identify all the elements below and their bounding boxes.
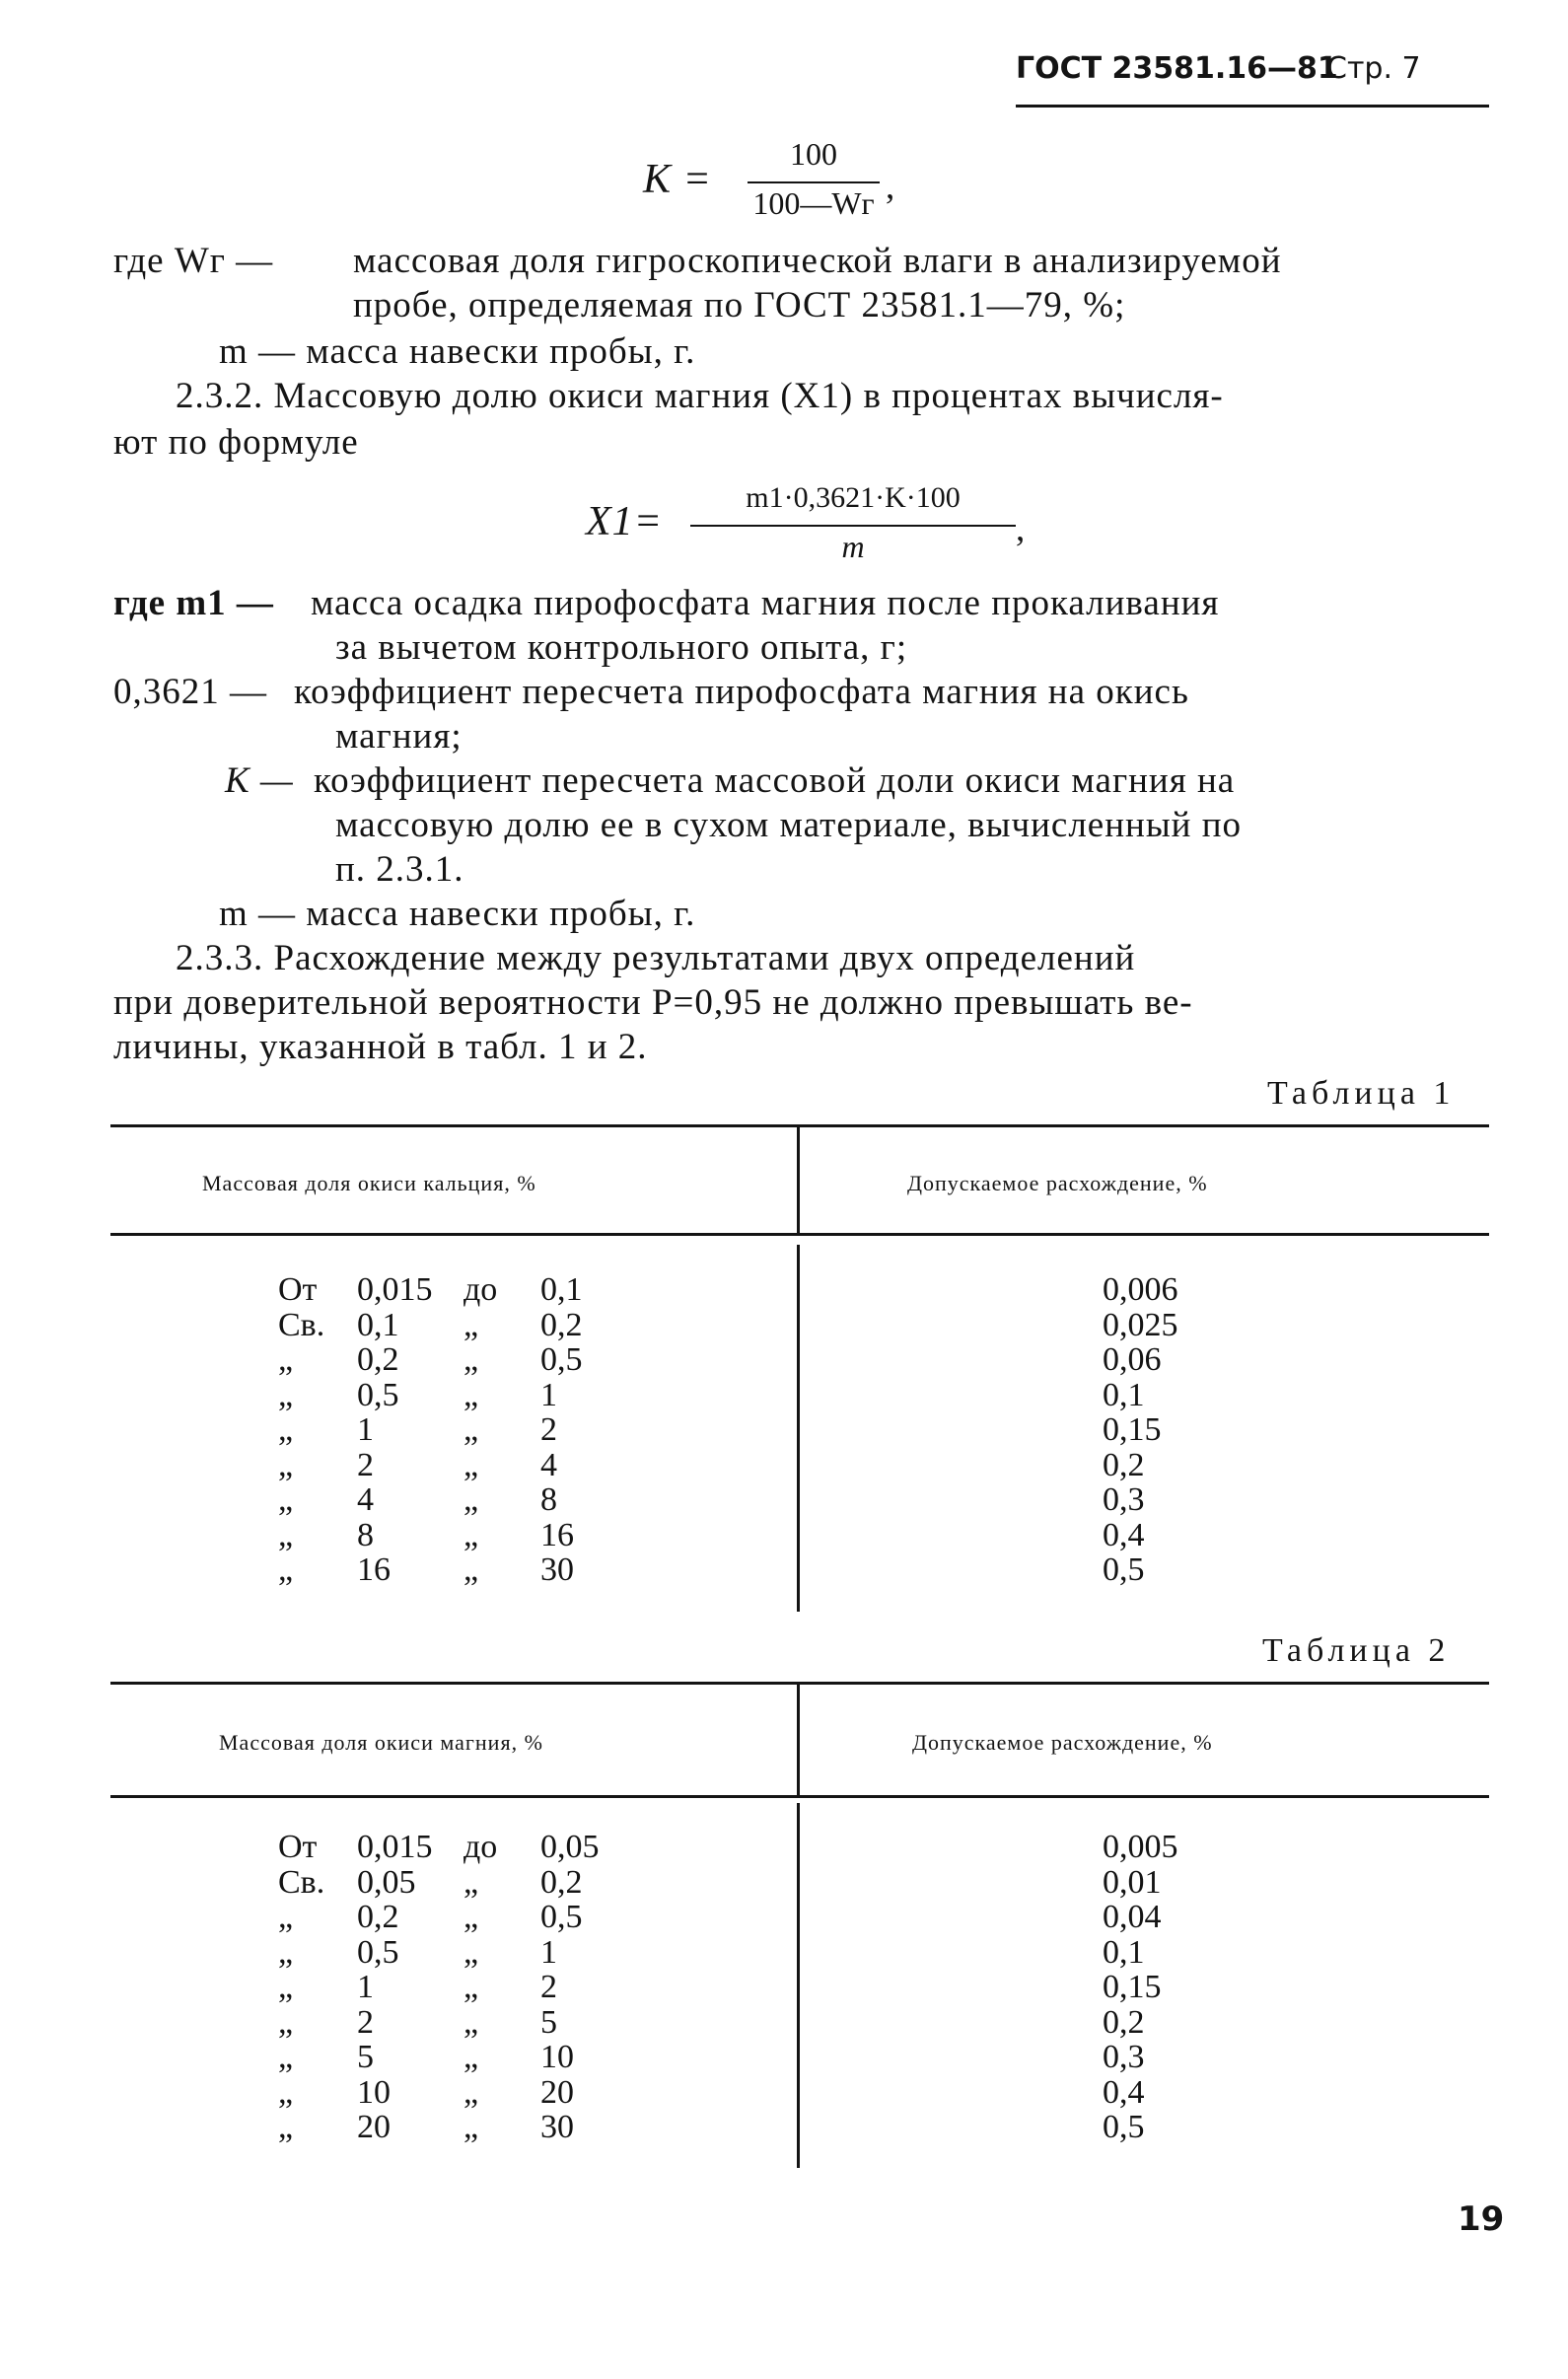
cell-diff: 0,04	[1103, 1899, 1162, 1935]
cell-to: 10	[540, 2039, 574, 2075]
cell-from: 0,5	[357, 1376, 399, 1413]
def-m1-line1: масса осадка пирофосфата магния после прокаливания	[311, 583, 1220, 623]
cell-to: 0,05	[540, 1829, 600, 1865]
cell-diff: 0,4	[1103, 2073, 1145, 2111]
cell-to: 2	[540, 1411, 557, 1448]
cell-sep: „	[463, 1306, 479, 1343]
cell-from: 2	[357, 1446, 374, 1483]
cell-diff: 0,01	[1103, 1863, 1162, 1901]
para-232-line2: ют по формуле	[113, 422, 359, 463]
def-k-line2: массовую долю ее в сухом материале, вычисленный по	[335, 805, 1243, 845]
def-w-line2: пробе, определяемая по ГОСТ 23581.1—79, %;	[353, 285, 1126, 325]
cell-sep: „	[463, 1481, 479, 1518]
cell-sep: „	[463, 1516, 479, 1553]
cell-prefix: Св.	[278, 1306, 325, 1343]
cell-diff: 0,5	[1103, 1551, 1145, 1588]
cell-from: 0,015	[357, 1271, 433, 1308]
cell-to: 0,2	[540, 1306, 583, 1343]
cell-to: 8	[540, 1481, 557, 1518]
cell-sep: „	[463, 1446, 479, 1483]
cell-sep: „	[463, 1899, 479, 1935]
cell-sep: „	[463, 1933, 479, 1971]
cell-prefix: „	[278, 1933, 294, 1971]
cell-prefix: „	[278, 2003, 294, 2041]
formula-x-bar	[690, 525, 1016, 527]
def-m-2: m — масса навески пробы, г.	[219, 894, 696, 934]
para-233-line2: при доверительной вероятности P=0,95 не должно превышать ве-	[113, 982, 1193, 1023]
cell-from: 0,1	[357, 1306, 399, 1343]
table2-col2-header: Допускаемое расхождение, %	[912, 1730, 1213, 1755]
table1-caption: Таблица 1	[1267, 1075, 1456, 1112]
cell-diff: 0,06	[1103, 1341, 1162, 1378]
formula-k-bar	[748, 181, 880, 183]
cell-from: 0,05	[357, 1863, 416, 1901]
cell-diff: 0,2	[1103, 1446, 1145, 1483]
cell-to: 16	[540, 1516, 574, 1553]
table2-header-rule	[110, 1795, 1489, 1798]
formula-k-lhs: K =	[643, 157, 712, 202]
def-m1-symbol: где m1 —	[113, 583, 274, 623]
def-w-symbol: где Wг —	[113, 241, 274, 281]
cell-to: 4	[540, 1446, 557, 1483]
table2-body-divider	[797, 1803, 800, 2168]
formula-x-lhs: X1=	[586, 499, 663, 544]
gost-number: ГОСТ 23581.16—81	[1016, 51, 1338, 86]
cell-sep: „	[463, 2109, 479, 2145]
def-w-line1: массовая доля гигроскопической влаги в анализируемой	[353, 241, 1282, 281]
cell-diff: 0,3	[1103, 1481, 1145, 1518]
formula-x-numerator: m1·0,3621·K·100	[746, 481, 961, 514]
cell-from: 20	[357, 2109, 391, 2145]
def-c-line1: коэффициент пересчета пирофосфата магния на окись	[294, 672, 1189, 712]
cell-to: 30	[540, 1551, 574, 1588]
cell-diff: 0,5	[1103, 2109, 1145, 2145]
cell-sep: „	[463, 1969, 479, 2005]
page-number: 19	[1458, 2199, 1505, 2239]
cell-diff: 0,15	[1103, 1969, 1162, 2005]
cell-sep: „	[463, 1551, 479, 1588]
cell-sep: до	[463, 1271, 498, 1308]
table2-header-divider	[797, 1685, 800, 1795]
cell-sep: до	[463, 1829, 498, 1865]
cell-from: 0,2	[357, 1341, 399, 1378]
cell-from: 1	[357, 1411, 374, 1448]
def-k-line1: коэффициент пересчета массовой доли окиси магния на	[314, 760, 1236, 801]
cell-prefix: „	[278, 2109, 294, 2145]
cell-to: 2	[540, 1969, 557, 2005]
table1-header-divider	[797, 1127, 800, 1233]
cell-sep: „	[463, 2039, 479, 2075]
cell-from: 5	[357, 2039, 374, 2075]
cell-diff: 0,006	[1103, 1271, 1178, 1308]
cell-to: 1	[540, 1933, 557, 1971]
cell-from: 2	[357, 2003, 374, 2041]
cell-prefix: „	[278, 1376, 294, 1413]
table2-col1-header: Массовая доля окиси магния, %	[219, 1730, 543, 1755]
cell-prefix: „	[278, 1551, 294, 1588]
cell-from: 4	[357, 1481, 374, 1518]
cell-to: 20	[540, 2073, 574, 2111]
cell-prefix: „	[278, 1969, 294, 2005]
cell-diff: 0,3	[1103, 2039, 1145, 2075]
cell-diff: 0,025	[1103, 1306, 1178, 1343]
cell-to: 0,1	[540, 1271, 583, 1308]
cell-prefix: От	[278, 1829, 318, 1865]
cell-to: 1	[540, 1376, 557, 1413]
cell-from: 10	[357, 2073, 391, 2111]
cell-prefix: „	[278, 1516, 294, 1553]
cell-sep: „	[463, 2003, 479, 2041]
table1-body-divider	[797, 1245, 800, 1612]
cell-prefix: „	[278, 1341, 294, 1378]
cell-diff: 0,1	[1103, 1933, 1145, 1971]
def-m-1: m — масса навески пробы, г.	[219, 331, 696, 372]
table1-col2-header: Допускаемое расхождение, %	[907, 1171, 1208, 1195]
cell-prefix: От	[278, 1271, 318, 1308]
cell-to: 0,5	[540, 1899, 583, 1935]
cell-to: 0,5	[540, 1341, 583, 1378]
header-rule	[1016, 105, 1489, 108]
cell-prefix: „	[278, 1899, 294, 1935]
def-k-line3: п. 2.3.1.	[335, 849, 464, 890]
para-232-line1: 2.3.2. Массовую долю окиси магния (X1) в процентах вычисля-	[176, 376, 1224, 416]
cell-prefix: Св.	[278, 1863, 325, 1901]
cell-to: 30	[540, 2109, 574, 2145]
cell-sep: „	[463, 1341, 479, 1378]
table1-top-rule	[110, 1124, 1489, 1127]
formula-x-tail: ,	[1016, 509, 1027, 549]
cell-sep: „	[463, 2073, 479, 2111]
cell-diff: 0,4	[1103, 1516, 1145, 1553]
cell-to: 0,2	[540, 1863, 583, 1901]
cell-prefix: „	[278, 1411, 294, 1448]
cell-diff: 0,15	[1103, 1411, 1162, 1448]
cell-sep: „	[463, 1411, 479, 1448]
cell-prefix: „	[278, 1481, 294, 1518]
table1-col1-header: Массовая доля окиси кальция, %	[202, 1171, 536, 1195]
def-k-symbol: K —	[225, 760, 294, 801]
cell-diff: 0,2	[1103, 2003, 1145, 2041]
cell-prefix: „	[278, 2073, 294, 2111]
cell-sep: „	[463, 1376, 479, 1413]
cell-from: 0,015	[357, 1829, 433, 1865]
cell-from: 0,2	[357, 1899, 399, 1935]
table2-caption: Таблица 2	[1262, 1632, 1451, 1669]
table1-header-rule	[110, 1233, 1489, 1236]
formula-k-numerator: 100	[790, 136, 837, 172]
cell-prefix: „	[278, 2039, 294, 2075]
cell-prefix: „	[278, 1446, 294, 1483]
para-233-line3: личины, указанной в табл. 1 и 2.	[113, 1027, 648, 1067]
page-label: Стр. 7	[1326, 51, 1421, 86]
cell-to: 5	[540, 2003, 557, 2041]
formula-k-tail: ,	[886, 167, 896, 207]
def-c-line2: магния;	[335, 716, 463, 757]
cell-from: 1	[357, 1969, 374, 2005]
table2-top-rule	[110, 1682, 1489, 1685]
cell-sep: „	[463, 1863, 479, 1901]
def-c-symbol: 0,3621 —	[113, 672, 267, 712]
cell-from: 16	[357, 1551, 391, 1588]
formula-x-denominator: m	[841, 529, 865, 564]
cell-from: 8	[357, 1516, 374, 1553]
def-m1-line2: за вычетом контрольного опыта, г;	[335, 627, 908, 668]
formula-k-denominator: 100—Wг	[752, 185, 875, 221]
para-233-line1: 2.3.3. Расхождение между результатами двух определений	[176, 938, 1136, 978]
cell-diff: 0,005	[1103, 1829, 1178, 1865]
cell-from: 0,5	[357, 1933, 399, 1971]
cell-diff: 0,1	[1103, 1376, 1145, 1413]
